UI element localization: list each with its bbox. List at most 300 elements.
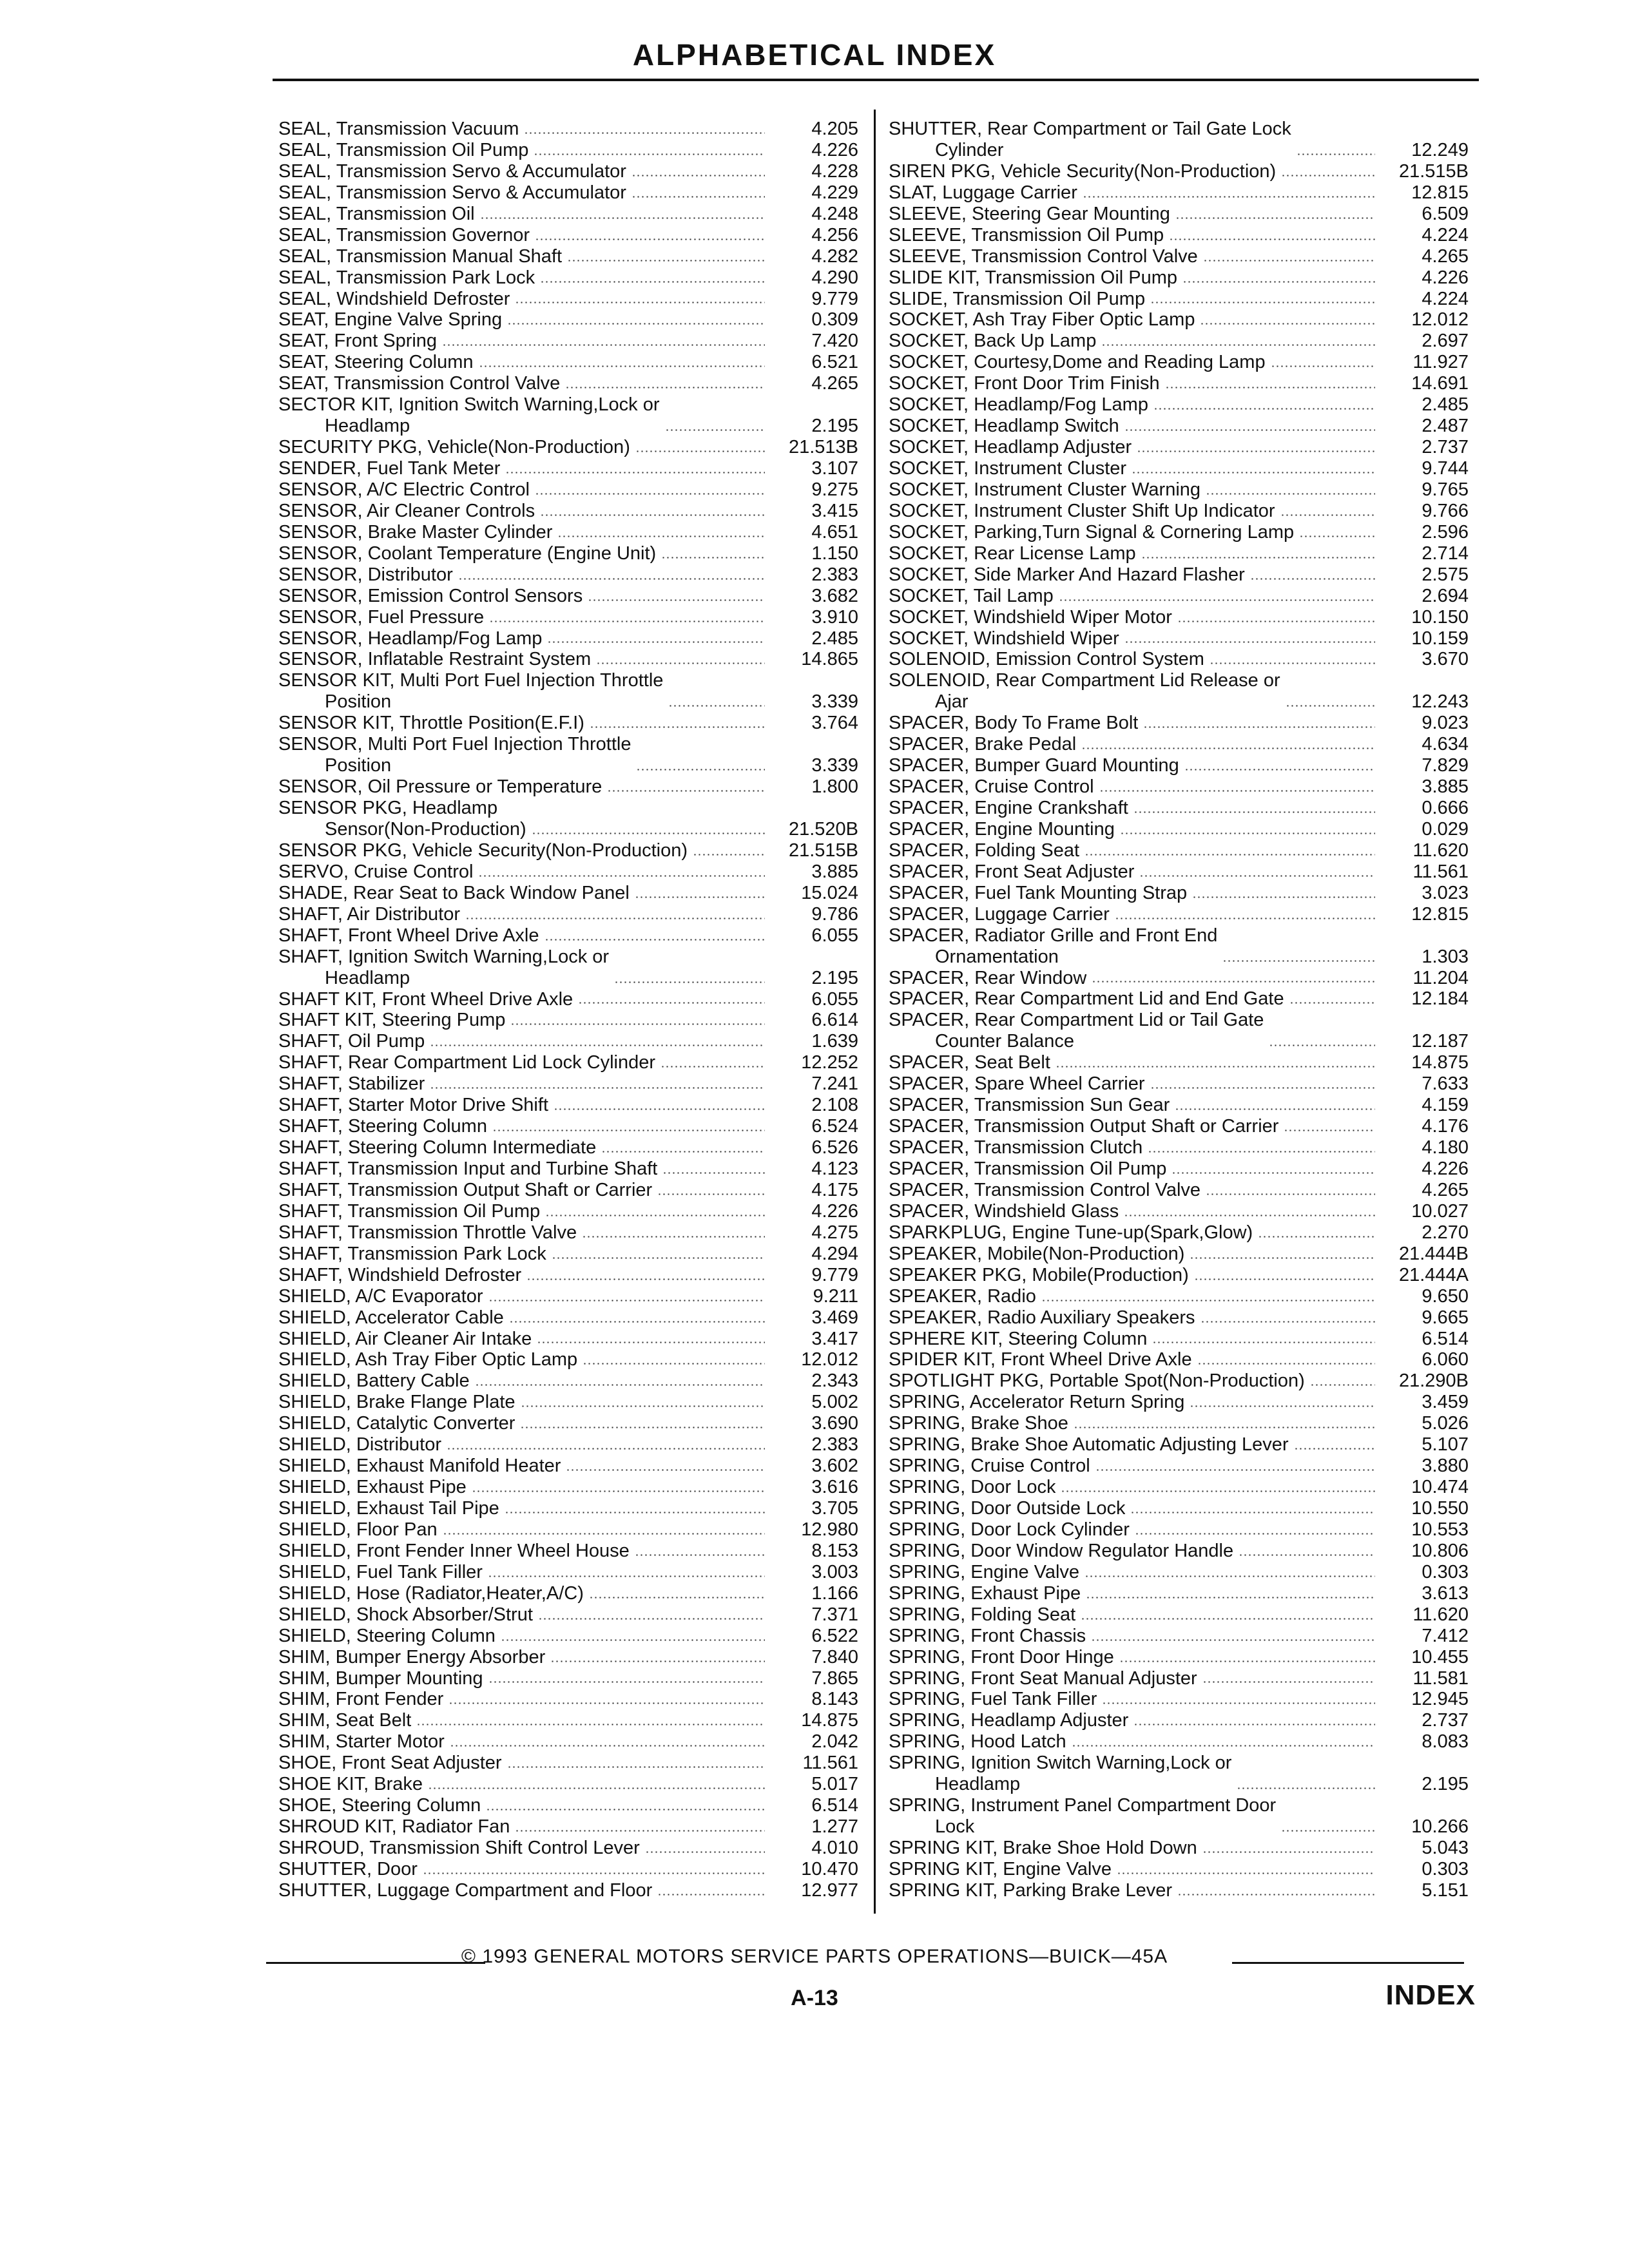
- entry-label: SENSOR, Inflatable Restraint System: [278, 649, 592, 670]
- entry-label: SHADE, Rear Seat to Back Window Panel: [278, 882, 630, 903]
- dot-leader: [1175, 217, 1375, 219]
- dot-leader: [1148, 1151, 1375, 1153]
- entry-label: SOCKET, Side Marker And Hazard Flasher: [889, 564, 1245, 585]
- entry-label: SENSOR, Emission Control Sensors: [278, 585, 583, 606]
- entry-text: [278, 1222, 577, 1244]
- dot-leader: [480, 217, 765, 219]
- entry-text: [278, 140, 528, 161]
- entry-page-ref: 4.226: [1422, 1158, 1469, 1179]
- entry-text: [278, 1456, 561, 1477]
- entry-label: SPRING KIT, Parking Brake Lever: [889, 1879, 1172, 1901]
- index-entry: [278, 734, 858, 776]
- entry-label: SOCKET, Back Up Lamp: [889, 331, 1097, 352]
- index-entry: [278, 1477, 858, 1498]
- entry-page-ref: 6.526: [811, 1137, 858, 1158]
- dot-leader: [1141, 557, 1375, 559]
- entry-text: [889, 1838, 1197, 1859]
- dot-leader: [557, 535, 765, 537]
- dot-leader: [583, 1363, 765, 1365]
- dot-leader: [430, 1044, 765, 1046]
- entry-label: SHIELD, Fuel Tank Filler: [278, 1561, 483, 1582]
- dot-leader: [447, 1448, 765, 1450]
- entry-text: [278, 437, 630, 458]
- entry-label-continuation: Ajar: [935, 691, 969, 713]
- index-entry: [278, 543, 858, 564]
- entry-page-ref: 10.470: [801, 1858, 858, 1879]
- entry-text: [278, 840, 688, 861]
- entry-page-ref: 4.180: [1422, 1137, 1469, 1158]
- index-column-left: [278, 119, 858, 1901]
- dot-leader: [635, 896, 765, 898]
- entry-label-continuation: Ornamentation: [935, 946, 1059, 967]
- entry-text: [889, 161, 1276, 182]
- dot-leader: [1124, 1215, 1375, 1216]
- entry-label: SHIM, Starter Motor: [278, 1731, 445, 1753]
- index-entry: [889, 883, 1469, 904]
- index-entry: [278, 1116, 858, 1137]
- entry-label: SLEEVE, Transmission Oil Pump: [889, 224, 1164, 245]
- entry-text: [889, 1604, 1075, 1626]
- index-entry: [889, 1795, 1469, 1838]
- entry-label: SHIM, Seat Belt: [278, 1710, 412, 1731]
- entry-page-ref: 4.256: [811, 224, 858, 245]
- dot-leader: [1095, 1469, 1375, 1471]
- dot-leader: [665, 429, 766, 431]
- entry-text: [278, 1180, 652, 1201]
- entry-label: SENSOR PKG, Headlamp: [278, 798, 498, 819]
- entry-page-ref: 2.270: [1422, 1222, 1469, 1243]
- entry-page-ref: 12.249: [1411, 139, 1469, 160]
- entry-text: [278, 1710, 411, 1731]
- index-entry: [889, 225, 1469, 246]
- index-entry: [889, 1137, 1469, 1158]
- entry-label: SHIM, Bumper Energy Absorber: [278, 1646, 546, 1667]
- entry-label-continuation: Cylinder: [935, 139, 1004, 160]
- index-entry: [889, 1519, 1469, 1541]
- dot-leader: [1117, 1872, 1375, 1874]
- index-entry: [278, 564, 858, 586]
- dot-leader: [478, 875, 765, 877]
- entry-label: SHIM, Front Fender: [278, 1689, 444, 1710]
- entry-label: SOCKET, Instrument Cluster: [889, 458, 1127, 479]
- entry-text: [889, 1329, 1147, 1350]
- entry-page-ref: 4.634: [1422, 734, 1469, 755]
- index-entry: [278, 1710, 858, 1731]
- index-entry: [278, 1329, 858, 1350]
- dot-leader: [1143, 726, 1375, 728]
- dot-leader: [488, 1300, 765, 1302]
- index-entry: [889, 1286, 1469, 1307]
- dot-leader: [1222, 960, 1375, 962]
- entry-label: SENSOR, Distributor: [278, 564, 453, 585]
- entry-page-ref: 3.469: [811, 1307, 858, 1328]
- dot-leader: [1281, 175, 1375, 177]
- entry-label: SPACER, Transmission Control Valve: [889, 1179, 1201, 1200]
- dot-leader: [1081, 747, 1375, 749]
- entry-page-ref: 4.176: [1422, 1116, 1469, 1137]
- entry-page-ref: 2.195: [811, 416, 858, 437]
- index-entry: [889, 204, 1469, 225]
- entry-label: SERVO, Cruise Control: [278, 861, 474, 882]
- entry-page-ref: 9.023: [1422, 713, 1469, 734]
- index-entry: [889, 1265, 1469, 1286]
- entry-label: SHAFT KIT, Steering Pump: [278, 1010, 506, 1031]
- entry-page-ref: 3.885: [811, 861, 858, 882]
- entry-label: SPACER, Radiator Grille and Front End: [889, 925, 1218, 946]
- dot-leader: [550, 1660, 765, 1662]
- dot-leader: [578, 1002, 765, 1004]
- dot-leader: [524, 132, 765, 134]
- entry-page-ref: 4.175: [811, 1179, 858, 1200]
- entry-label: SPRING, Accelerator Return Spring: [889, 1392, 1185, 1413]
- entry-label: SOCKET, Tail Lamp: [889, 585, 1054, 606]
- entry-label: SHAFT, Oil Pump: [278, 1031, 425, 1052]
- entry-label: SHIELD, Front Fender Inner Wheel House: [278, 1540, 630, 1561]
- entry-page-ref: 0.303: [1422, 1561, 1469, 1582]
- index-entry: [889, 1116, 1469, 1137]
- entry-label: SOCKET, Windshield Wiper Motor: [889, 606, 1172, 628]
- dot-leader: [636, 769, 765, 771]
- entry-page-ref: 3.417: [811, 1328, 858, 1349]
- entry-page-ref: 11.620: [1412, 840, 1469, 861]
- entry-page-ref: 3.670: [1422, 649, 1469, 670]
- dot-leader: [662, 1172, 765, 1174]
- entry-page-ref: 12.184: [1411, 988, 1469, 1010]
- entry-text: [278, 586, 583, 607]
- index-entry: [889, 649, 1469, 670]
- entry-label: SPEAKER, Radio Auxiliary Speakers: [889, 1307, 1195, 1328]
- entry-label: SPACER, Folding Seat: [889, 840, 1080, 861]
- dot-leader: [535, 493, 765, 495]
- index-entry: [278, 1541, 858, 1562]
- index-entry: [889, 501, 1469, 522]
- entry-page-ref: 11.204: [1412, 967, 1469, 988]
- entry-page-ref: 3.613: [1422, 1582, 1469, 1604]
- dot-leader: [1175, 1108, 1375, 1110]
- index-entry: [889, 1158, 1469, 1180]
- dot-leader: [1041, 1300, 1375, 1302]
- entry-page-ref: 14.691: [1411, 373, 1469, 394]
- entry-text: [889, 798, 1128, 819]
- entry-page-ref: 12.187: [1411, 1031, 1469, 1052]
- entry-text: [278, 649, 591, 670]
- entry-text: [889, 628, 1119, 649]
- entry-label: SHAFT, Air Distributor: [278, 903, 460, 925]
- entry-page-ref: 2.195: [1422, 1774, 1469, 1795]
- entry-text: [889, 1498, 1125, 1519]
- dot-leader: [1197, 1363, 1375, 1365]
- entry-text: [278, 1583, 584, 1604]
- entry-label: SPACER, Brake Pedal: [889, 734, 1077, 755]
- entry-text: [278, 1201, 540, 1222]
- entry-text: [278, 1477, 467, 1498]
- entry-text: [278, 373, 560, 394]
- entry-text: [278, 1413, 515, 1434]
- entry-text: [889, 1180, 1200, 1201]
- index-entry: [889, 1392, 1469, 1413]
- index-entry: [889, 1349, 1469, 1370]
- index-entry: [889, 522, 1469, 543]
- dot-leader: [1059, 599, 1375, 601]
- entry-page-ref: 2.697: [1422, 331, 1469, 352]
- entry-text: [889, 925, 1217, 968]
- entry-page-ref: 4.265: [811, 373, 858, 394]
- entry-label: SPEAKER, Mobile(Non-Production): [889, 1243, 1185, 1264]
- index-entry: [278, 1838, 858, 1859]
- entry-label: SPRING, Instrument Panel Compartment Door: [889, 1795, 1277, 1816]
- entry-text: [889, 289, 1145, 310]
- entry-label: SPACER, Body To Frame Bolt: [889, 713, 1139, 734]
- entry-text: [889, 1010, 1264, 1052]
- entry-text: [889, 713, 1138, 734]
- entry-text: [278, 1370, 470, 1392]
- dot-leader: [505, 472, 765, 474]
- dot-leader: [1258, 1236, 1375, 1238]
- entry-label-continuation: Lock: [935, 1816, 975, 1838]
- dot-leader: [1137, 450, 1375, 452]
- entry-text: [889, 1710, 1128, 1731]
- entry-page-ref: 7.241: [811, 1073, 858, 1095]
- entry-page-ref: 4.226: [811, 1200, 858, 1222]
- entry-text: [889, 1456, 1090, 1477]
- index-entry: [278, 1604, 858, 1626]
- dot-leader: [458, 578, 765, 580]
- index-entry: [278, 1137, 858, 1158]
- entry-text: [278, 1498, 499, 1519]
- index-entry: [278, 1647, 858, 1668]
- entry-label: SPRING, Headlamp Adjuster: [889, 1710, 1129, 1731]
- entry-text: [278, 1349, 577, 1370]
- entry-text: [278, 479, 530, 501]
- dot-leader: [1286, 705, 1375, 707]
- entry-text: [278, 1689, 443, 1710]
- dot-leader: [479, 365, 766, 367]
- index-entry: [889, 1626, 1469, 1647]
- dot-leader: [635, 1554, 765, 1556]
- index-entry: [278, 713, 858, 734]
- index-entry: [889, 1731, 1469, 1753]
- entry-text: [889, 373, 1160, 394]
- entry-text: [278, 267, 535, 289]
- entry-text: [889, 1519, 1130, 1541]
- entry-text: [889, 1689, 1097, 1710]
- entry-text: [889, 479, 1200, 501]
- entry-label: SHAFT, Transmission Input and Turbine Shaft: [278, 1158, 658, 1180]
- index-entry: [889, 1562, 1469, 1583]
- entry-text: [278, 1774, 423, 1795]
- dot-leader: [1092, 981, 1375, 983]
- entry-label: SPACER, Luggage Carrier: [889, 903, 1110, 925]
- entry-page-ref: 3.339: [811, 755, 858, 776]
- dot-leader: [515, 302, 765, 303]
- entry-page-ref: 2.108: [811, 1095, 858, 1116]
- index-entry: [278, 1010, 858, 1031]
- entry-text: [889, 331, 1096, 352]
- index-entry: [889, 1413, 1469, 1434]
- entry-label: SPACER, Transmission Oil Pump: [889, 1158, 1167, 1179]
- entry-text: [889, 309, 1195, 331]
- index-entry: [889, 543, 1469, 564]
- dot-leader: [1099, 790, 1375, 792]
- entry-page-ref: 1.800: [811, 776, 858, 798]
- dot-leader: [488, 1681, 765, 1683]
- index-entry: [278, 1392, 858, 1413]
- entry-page-ref: 10.159: [1411, 628, 1469, 649]
- dot-leader: [505, 1512, 765, 1514]
- entry-text: [278, 1795, 481, 1816]
- entry-page-ref: 9.766: [1422, 500, 1469, 521]
- entry-label: SHUTTER, Rear Compartment or Tail Gate Lock: [889, 119, 1291, 139]
- entry-label: SHOE, Front Seat Adjuster: [278, 1753, 502, 1774]
- entry-label: SPRING, Front Chassis: [889, 1625, 1086, 1646]
- entry-page-ref: 4.228: [811, 160, 858, 182]
- entry-page-ref: 21.444B: [1398, 1243, 1469, 1264]
- entry-label: SEAL, Transmission Vacuum: [278, 119, 519, 139]
- index-entry: [278, 1498, 858, 1519]
- index-entry: [889, 289, 1469, 310]
- dot-leader: [1150, 302, 1375, 303]
- index-entry: [278, 1052, 858, 1073]
- dot-leader: [1135, 1533, 1375, 1535]
- index-entry: [278, 1307, 858, 1329]
- entry-page-ref: 9.650: [1422, 1285, 1469, 1307]
- entry-text: [889, 1434, 1289, 1456]
- entry-text: [889, 1222, 1253, 1244]
- entry-page-ref: 5.026: [1422, 1413, 1469, 1434]
- entry-label: SEAT, Transmission Control Valve: [278, 373, 561, 394]
- index-entry: [889, 628, 1469, 649]
- dot-leader: [1061, 1490, 1375, 1492]
- entry-label: SPRING, Exhaust Pipe: [889, 1582, 1081, 1604]
- entry-label: SPRING, Cruise Control: [889, 1456, 1090, 1477]
- index-entry: [889, 1370, 1469, 1392]
- index-entry: [278, 161, 858, 182]
- entry-text: [278, 1158, 657, 1180]
- entry-text: [278, 989, 573, 1010]
- entry-label: SENSOR, Coolant Temperature (Engine Unit): [278, 543, 657, 564]
- entry-page-ref: 10.266: [1411, 1816, 1469, 1838]
- entry-label: SOCKET, Instrument Cluster Shift Up Indicator: [889, 500, 1275, 521]
- entry-text: [278, 543, 656, 564]
- entry-page-ref: 9.779: [811, 288, 858, 309]
- dot-leader: [1084, 1575, 1375, 1577]
- entry-page-ref: 9.665: [1422, 1307, 1469, 1328]
- entry-label: SOCKET, Ash Tray Fiber Optic Lamp: [889, 309, 1195, 331]
- entry-label: SPACER, Seat Belt: [889, 1052, 1050, 1073]
- index-entry: [278, 289, 858, 310]
- dot-leader: [1190, 1257, 1375, 1259]
- dot-leader: [448, 1702, 765, 1704]
- entry-text: [278, 628, 542, 649]
- entry-label-continuation: Headlamp: [935, 1774, 1021, 1795]
- index-entry: [889, 352, 1469, 373]
- entry-page-ref: 4.282: [811, 245, 858, 267]
- entry-label: SHROUD KIT, Radiator Fan: [278, 1816, 510, 1838]
- entry-page-ref: 3.690: [811, 1413, 858, 1434]
- index-entry: [889, 1222, 1469, 1244]
- index-entry: [278, 1031, 858, 1052]
- entry-page-ref: 12.980: [801, 1519, 858, 1540]
- entry-label: SEAL, Windshield Defroster: [278, 288, 510, 309]
- entry-text: [889, 543, 1136, 564]
- entry-text: [278, 1816, 510, 1838]
- entry-label: SHAFT, Windshield Defroster: [278, 1264, 522, 1285]
- index-entry: [889, 734, 1469, 755]
- entry-text: [889, 1795, 1276, 1838]
- entry-page-ref: 12.945: [1411, 1689, 1469, 1710]
- entry-label: SPRING, Door Window Regulator Handle: [889, 1540, 1234, 1561]
- dot-leader: [520, 1427, 765, 1428]
- entry-text: [889, 204, 1170, 225]
- index-entry: [889, 798, 1469, 819]
- entry-label: SHIELD, Distributor: [278, 1434, 442, 1456]
- dot-leader: [1299, 535, 1375, 537]
- entry-label: SPACER, Rear Compartment Lid or Tail Gate: [889, 1010, 1264, 1031]
- entry-label: SPACER, Transmission Output Shaft or Carrier: [889, 1116, 1279, 1137]
- entry-label: SENSOR, Air Cleaner Controls: [278, 500, 535, 521]
- entry-text: [278, 1329, 532, 1350]
- dot-leader: [1124, 641, 1375, 643]
- entry-text: [278, 1731, 445, 1753]
- entry-label: SHIELD, Steering Column: [278, 1625, 496, 1646]
- entry-page-ref: 4.290: [811, 267, 858, 288]
- entry-label: SENSOR, Fuel Pressure: [278, 606, 485, 628]
- index-entry: [889, 861, 1469, 883]
- dot-leader: [1206, 1193, 1375, 1195]
- entry-page-ref: 12.012: [801, 1349, 858, 1370]
- dot-leader: [1083, 196, 1375, 198]
- entry-text: [889, 437, 1132, 458]
- dot-leader: [1150, 1087, 1375, 1089]
- entry-text: [278, 331, 437, 352]
- dot-leader: [1124, 429, 1375, 431]
- entry-text: [889, 1880, 1172, 1901]
- entry-text: [889, 1349, 1192, 1370]
- entry-label: SPRING, Door Lock Cylinder: [889, 1519, 1130, 1540]
- dot-leader: [1120, 832, 1375, 834]
- entry-text: [278, 734, 631, 776]
- entry-text: [278, 246, 562, 267]
- entry-label: SOLENOID, Rear Compartment Lid Release or: [889, 670, 1280, 691]
- dot-leader: [443, 1533, 765, 1535]
- index-entry: [889, 437, 1469, 458]
- entry-page-ref: 7.420: [811, 331, 858, 352]
- dot-leader: [1177, 620, 1375, 622]
- index-entry: [278, 989, 858, 1010]
- dot-leader: [1296, 153, 1375, 155]
- entry-text: [889, 1052, 1050, 1073]
- entry-text: [889, 564, 1245, 586]
- entry-label: SHIELD, Battery Cable: [278, 1370, 470, 1392]
- entry-text: [889, 649, 1204, 670]
- entry-text: [278, 501, 535, 522]
- entry-page-ref: 4.226: [811, 139, 858, 160]
- entry-page-ref: 3.023: [1422, 882, 1469, 903]
- entry-page-ref: 21.290B: [1398, 1370, 1469, 1392]
- entry-page-ref: 2.383: [811, 1434, 858, 1456]
- entry-label-continuation: Position: [325, 691, 392, 713]
- dot-leader: [657, 1894, 765, 1896]
- entry-text: [278, 1286, 483, 1307]
- dot-leader: [428, 1787, 765, 1789]
- entry-page-ref: 12.977: [801, 1879, 858, 1901]
- dot-leader: [526, 1278, 765, 1280]
- entry-label: SPACER, Bumper Guard Mounting: [889, 755, 1179, 776]
- entry-label: SEAL, Transmission Servo & Accumulator: [278, 182, 626, 203]
- entry-label: SHAFT, Front Wheel Drive Axle: [278, 925, 539, 946]
- entry-text: [889, 352, 1266, 373]
- dot-leader: [566, 1469, 765, 1471]
